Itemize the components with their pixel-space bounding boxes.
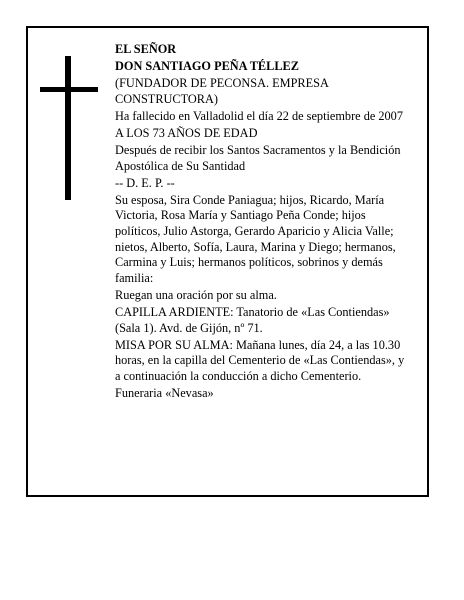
rip-line: -- D. E. P. -- <box>115 175 175 190</box>
sacraments-line: Después de recibir los Santos Sacramentos y la Bendición Apostólica de Su Santidad <box>115 143 401 173</box>
obituary-notice <box>26 26 429 497</box>
age-line: A LOS 73 AÑOS DE EDAD <box>115 125 258 140</box>
death-info: Ha fallecido en Valladolid el día 22 de septiembre de 2007 <box>115 108 403 123</box>
cross-icon <box>40 56 98 200</box>
mass-info: MISA POR SU ALMA: Mañana lunes, día 24, a las 10.30 horas, en la capilla del Cementerio de «Las Contiendas», y a continuación la conducción a dicho Cementerio. <box>115 337 405 383</box>
deceased-name: DON SANTIAGO PEÑA TÉLLEZ <box>115 59 299 74</box>
header-title: EL SEÑOR <box>115 42 177 56</box>
family-list: Su esposa, Sira Conde Paniagua; hijos, Ricardo, María Victoria, Rosa María y Santiago Peña Conde; hijos políticos, Julio Astorga, Gerardo Aparicio y Alicia Valle; nietos, Alberto, Sofía, Laura, Marina y Diego; hermanos, Carmina y Luis; hermanos políticos, sobrinos y demás familia: <box>115 192 396 285</box>
prayer-request: Ruegan una oración por su alma. <box>115 287 277 302</box>
chapel-info: CAPILLA ARDIENTE: Tanatorio de «Las Contiendas» (Sala 1). Avd. de Gijón, nº 71. <box>115 305 390 335</box>
cross-horizontal-bar <box>40 87 98 92</box>
notice-text <box>115 42 411 402</box>
funeral-home: Funeraria «Nevasa» <box>115 385 214 400</box>
cross-vertical-bar <box>65 56 71 200</box>
founder-note: (FUNDADOR DE PECONSA. EMPRESA CONSTRUCTORA) <box>115 76 329 106</box>
